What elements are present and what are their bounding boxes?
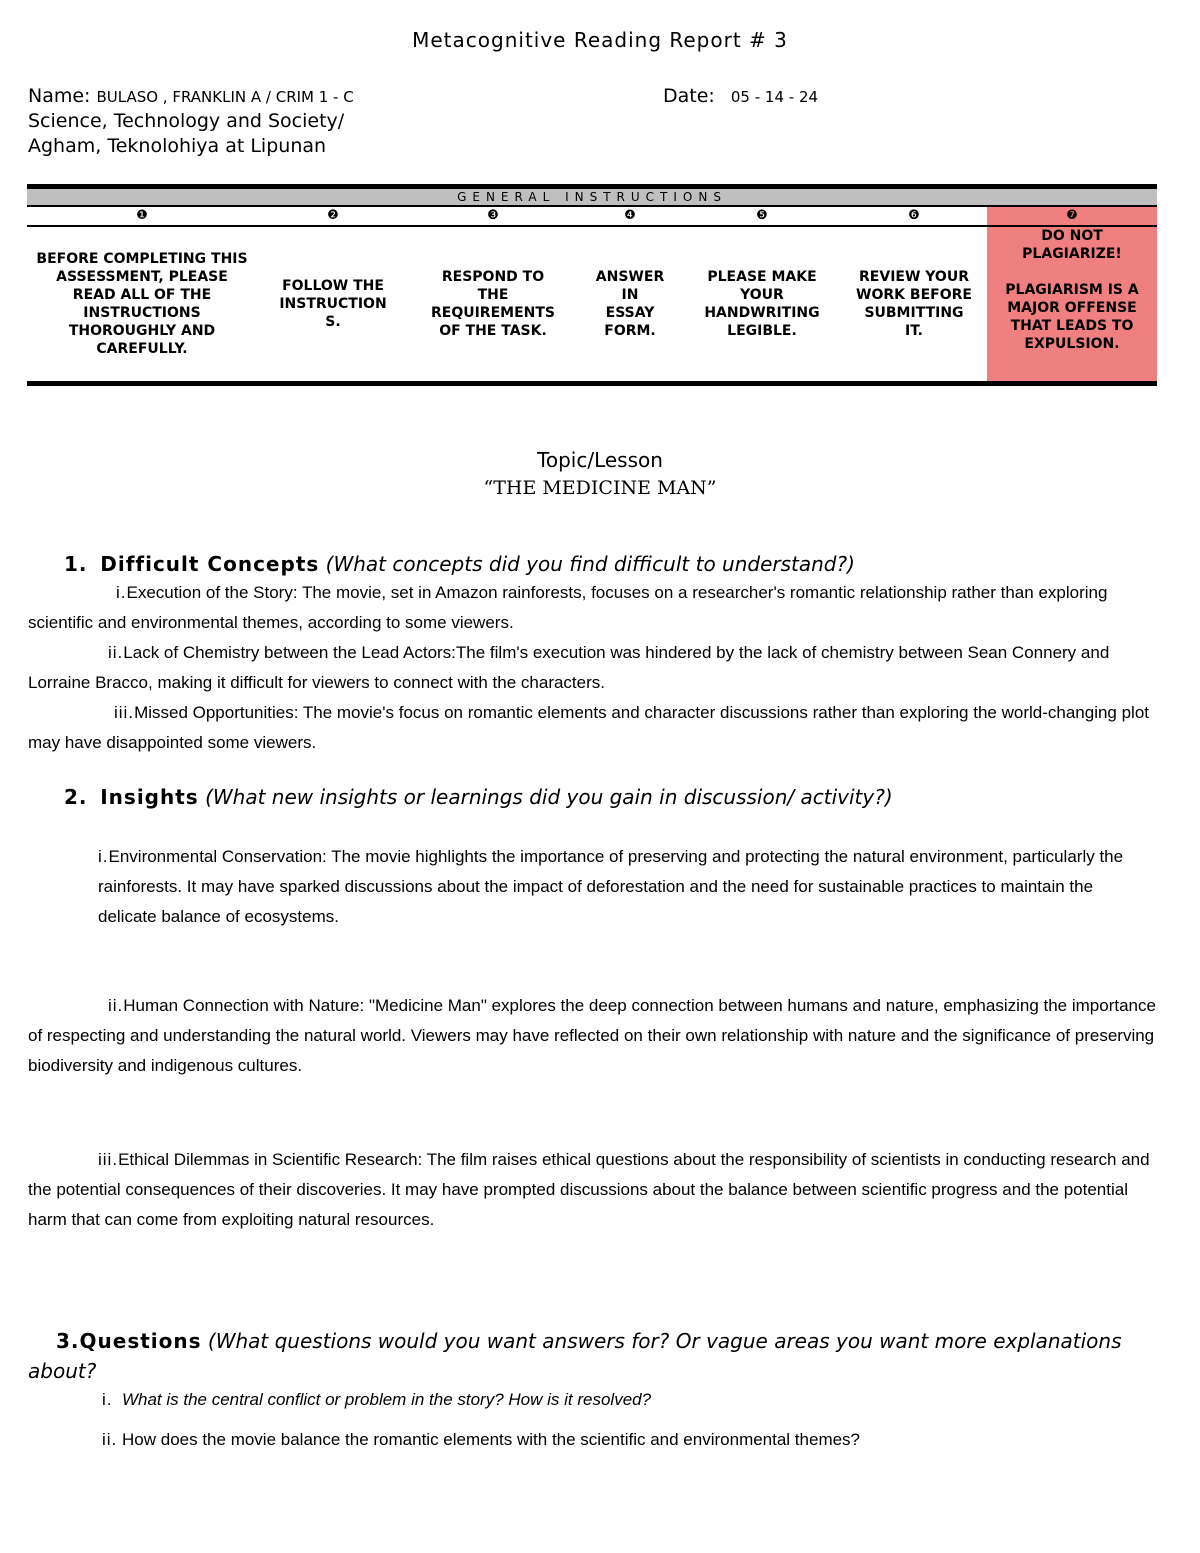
general-instructions-table [27,184,1157,386]
item-text: Execution of the Story: The movie, set in Amazon rainforests, focuses on a researcher's romantic relationship rather than exploring scientific and environmental themes, according to some viewers. [28,583,1108,632]
section-3-heading [28,1326,1158,1386]
instruction-item: PLEASE MAKE YOUR HANDWRITING LEGIBLE. [704,269,820,339]
instruction-number: ❶ [136,208,148,223]
section-2-item [28,1145,1158,1235]
instruction-number: ❹ [624,208,636,223]
instruction-item: BEFORE COMPLETING THIS ASSESSMENT, PLEASE READ ALL OF THE INSTRUCTIONS THOROUGHLY AND CAREFULLY. [36,251,248,357]
item-text: Ethical Dilemmas in Scientific Research: The film raises ethical questions about the responsibility of scientists in conducting research and the potential consequences of their discoveries. It may have prompted discussions about the balance between scientific progress and the potential harm that can come from exploiting natural resources. [28,1150,1150,1229]
instruction-item: RESPOND TO THE REQUIREMENTS OF THE TASK. [430,269,555,339]
section-3-item [102,1385,1152,1415]
report-title: Metacognitive Reading Report # 3 [412,28,788,52]
item-numeral: ii. [108,643,124,662]
section-3-title: Questions [79,1329,202,1353]
item-numeral: iii. [98,1150,119,1169]
instruction-text-row [27,227,1157,381]
instruction-item: FOLLOW THE INSTRUCTION S. [279,278,387,330]
name-value: BULASO , FRANKLIN A / CRIM 1 - C [96,88,354,106]
instruction-number: ❷ [327,208,339,223]
section-2-item [28,991,1158,1081]
course-line-2: Agham, Teknolohiya at Lipunan [28,135,327,157]
item-text: How does the movie balance the romantic elements with the scientific and environmental themes? [122,1430,861,1449]
instructions-heading: GENERAL INSTRUCTIONS [27,189,1157,207]
section-1-number: 1. [64,552,88,576]
topic-lesson: “THE MEDICINE MAN” [483,477,717,499]
item-numeral: ii. [102,1430,118,1449]
section-1-prompt: (What concepts did you find difficult to understand?) [325,552,855,576]
section-2-number: 2. [64,785,88,809]
section-1-item [28,578,1158,638]
topic-block [0,446,1200,502]
plagiarism-warning [987,227,1157,381]
item-text: Human Connection with Nature: "Medicine Man" explores the deep connection between humans and nature, emphasizing the importance of respecting and understanding the natural world. Viewers may have reflected on their own relationship with nature and the significance of preserving biodiversity and indigenous cultures. [28,996,1156,1075]
date-field [663,84,818,110]
item-numeral: i. [102,1390,113,1409]
instruction-item: REVIEW YOUR WORK BEFORE SUBMITTING IT. [856,269,972,339]
item-numeral: iii. [114,703,135,722]
instruction-number: ❺ [756,208,768,223]
warning-line-1: DO NOT PLAGIARIZE! [1022,228,1122,262]
section-2-prompt: (What new insights or learnings did you gain in discussion/ activity?) [205,785,893,809]
section-3-item [102,1425,1152,1455]
item-numeral: i. [98,847,109,866]
section-3-prompt: (What questions would you want answers for? Or vague areas you want more explanations about? [28,1329,1122,1383]
instruction-numbers-row [27,207,1157,227]
warning-line-2: PLAGIARISM IS A MAJOR OFFENSE THAT LEADS TO EXPULSION. [1005,282,1139,352]
item-text: What is the central conflict or problem in the story? How is it resolved? [121,1390,652,1409]
section-2-heading [64,785,893,809]
section-1-heading [64,552,855,576]
student-header [28,84,1168,159]
course-line-1: Science, Technology and Society/ [28,110,345,132]
item-text: Missed Opportunities: The movie's focus on romantic elements and character discussions rather than exploring the world-changing plot may have disappointed some viewers. [28,703,1150,752]
section-3-number: 3. [56,1329,80,1353]
topic-label: Topic/Lesson [537,448,663,472]
section-2-title: Insights [100,785,199,809]
instruction-number: ❸ [487,208,499,223]
section-1-title: Difficult Concepts [100,552,320,576]
item-numeral: ii. [108,996,124,1015]
item-text: Lack of Chemistry between the Lead Actors:The film's execution was hindered by the lack of chemistry between Sean Connery and Lorraine Bracco, making it difficult for viewers to connect with the characters. [28,643,1110,692]
section-2-item [98,842,1128,932]
date-label: Date: [663,85,715,107]
instruction-number: ❻ [908,208,920,223]
section-1-item [28,698,1158,758]
date-value: 05 - 14 - 24 [730,88,819,106]
section-1-item [28,638,1158,698]
instruction-number: ❼ [987,207,1157,225]
name-label: Name: [28,85,91,107]
table-bottom-border [27,381,1157,386]
item-numeral: i. [116,583,127,602]
instruction-item: ANSWER IN ESSAY FORM. [595,269,665,339]
item-text: Environmental Conservation: The movie highlights the importance of preserving and protecting the natural environment, particularly the rainforests. It may have sparked discussions about the impact of deforestation and the need for sustainable practices to maintain the delicate balance of ecosystems. [98,847,1124,926]
